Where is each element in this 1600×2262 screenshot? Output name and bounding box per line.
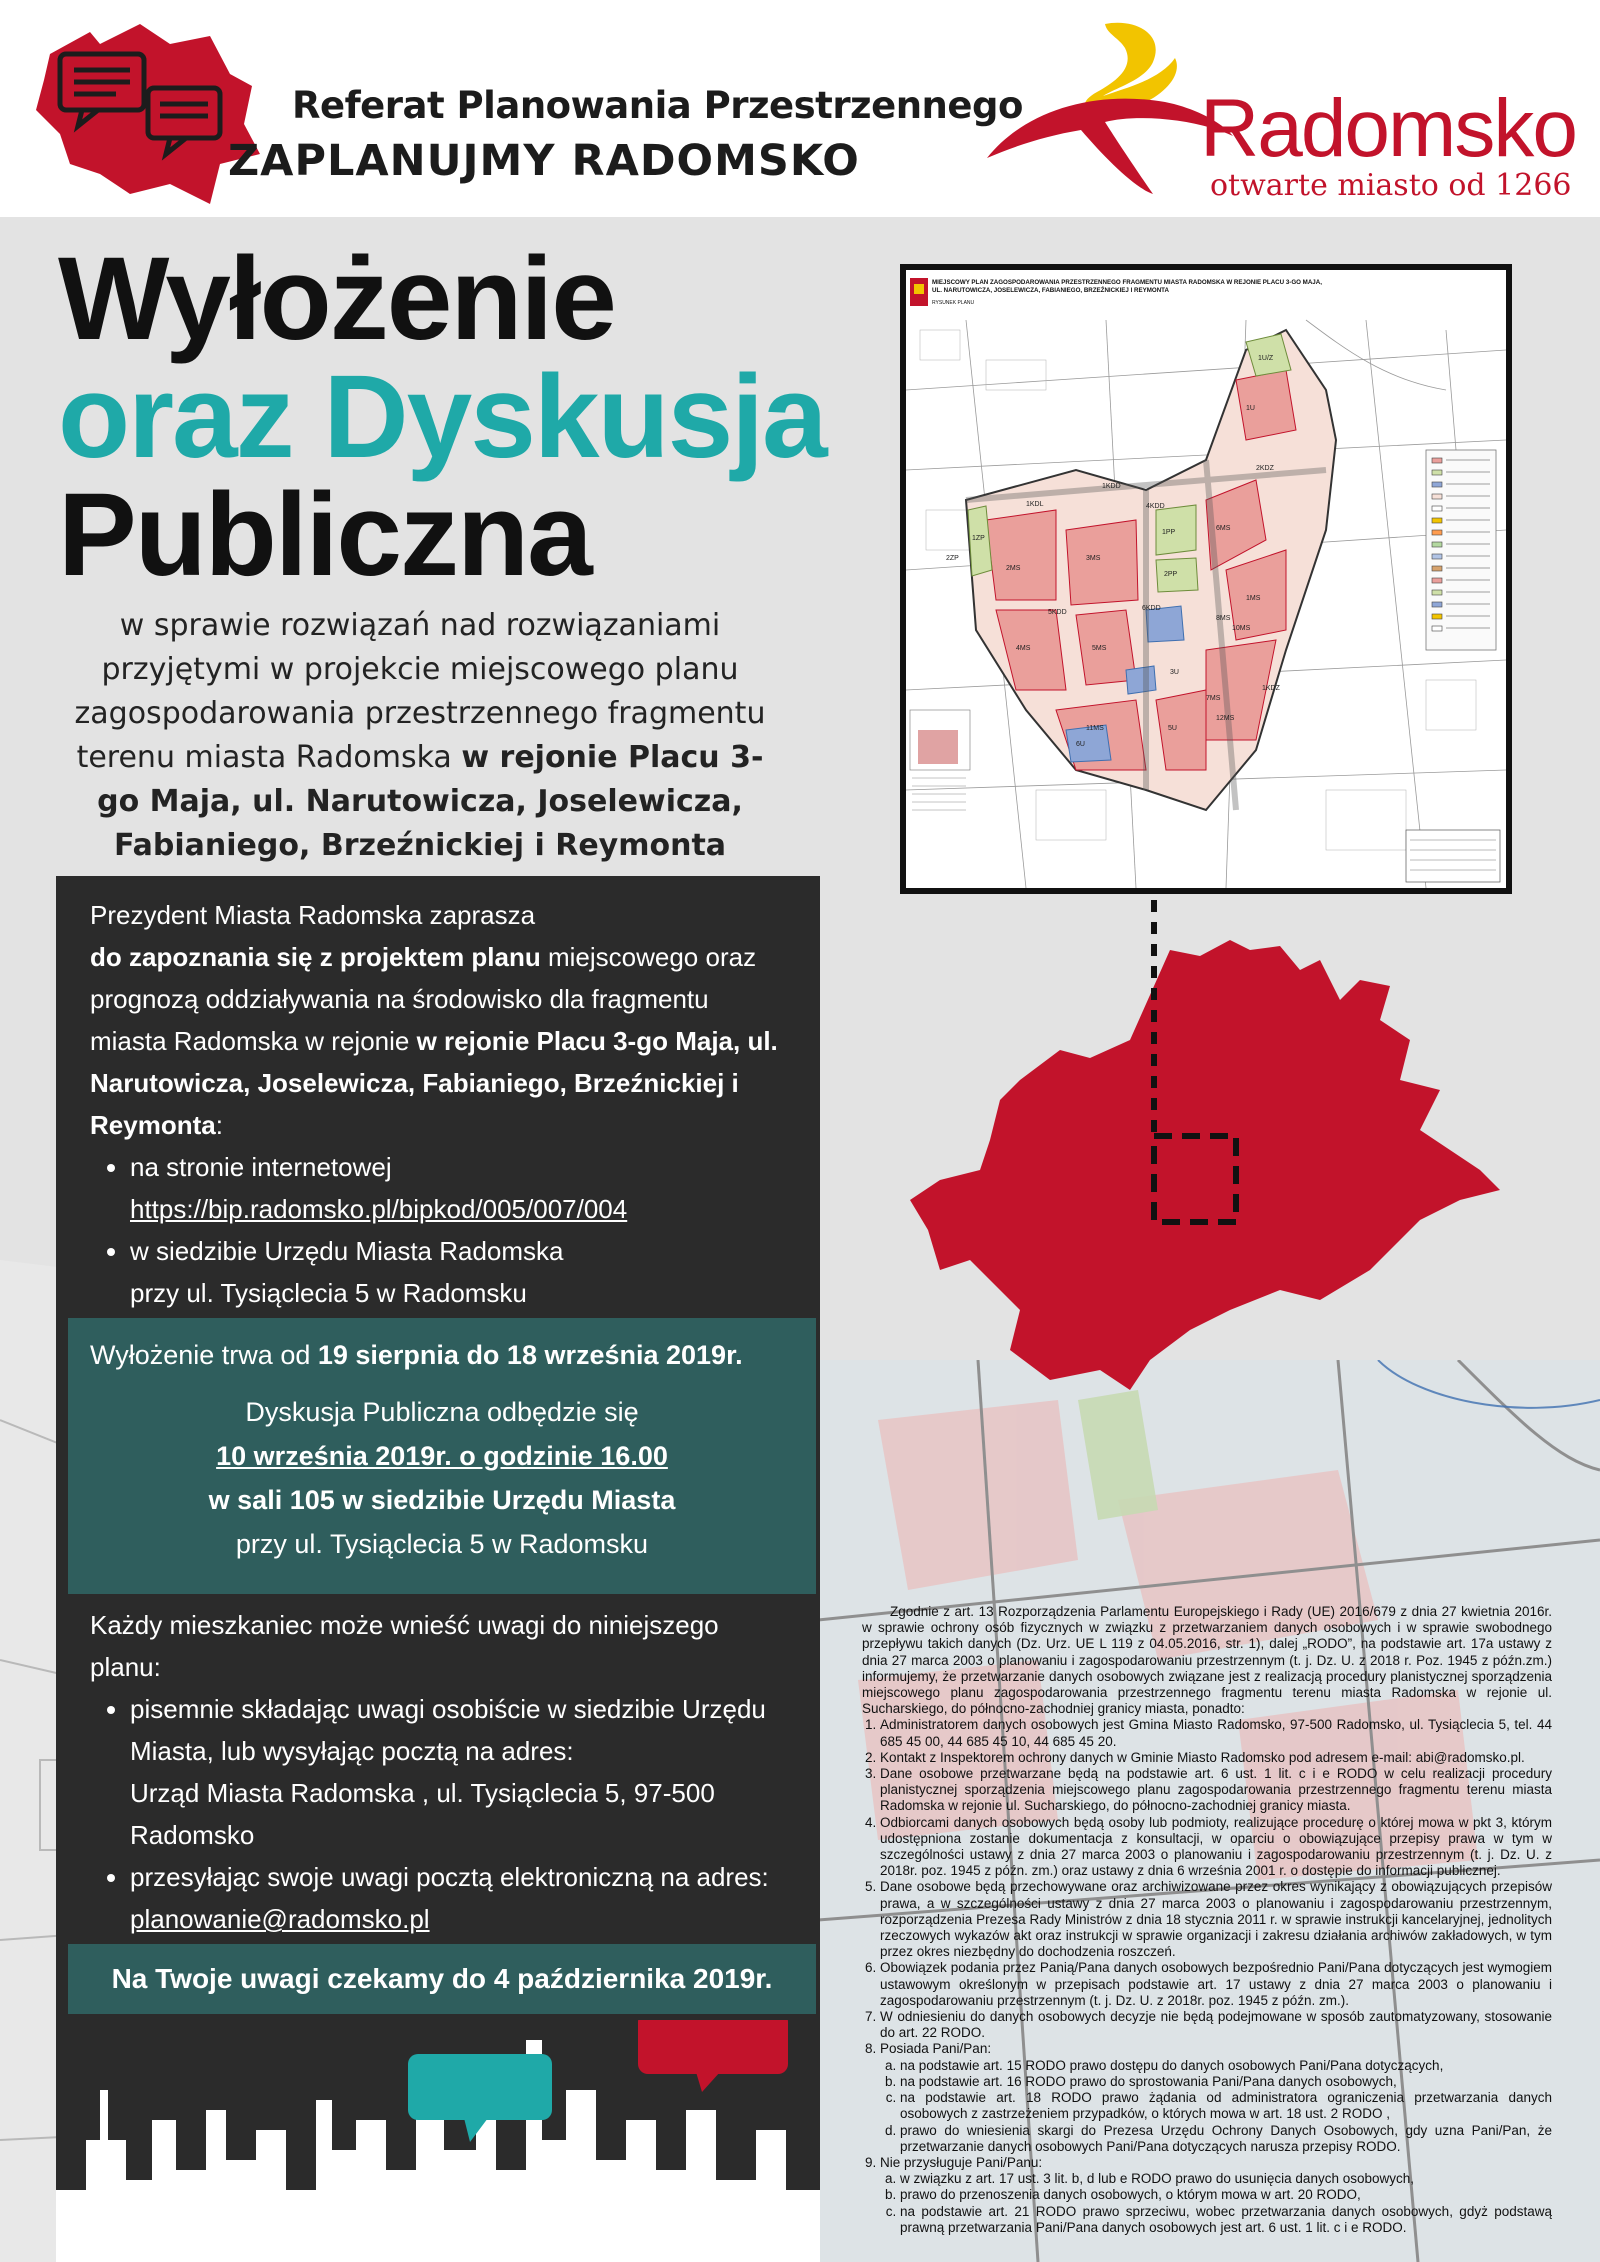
plan-legend [1426,450,1496,650]
comments-intro: Każdy mieszkaniec może wnieść uwagi do niniejszego planu: [90,1610,719,1682]
gdpr-item: 6. Obowiązek podania przez Panią/Pana danych osobowych bezpośrednio Pani/Pana dotyczących jest wymogiem ustawowym określonym w przepisach podstawie art. 17 ustawy z dnia 27 marca 2003 o planowaniu i zagospodarowaniu przestrzennym (t. j. Dz. U. z 2018r. poz. 1945 z późn. zm.). [880,1960,1552,2009]
subtitle-text: w sprawie rozwiązań nad rozwiązaniami przyjętymi w projekcie miejscowego planu zagospodarowania przestrzennego fragmentu terenu miasta Radomska [74,608,766,775]
svg-text:11MS: 11MS [1086,725,1104,732]
svg-text:8MS: 8MS [1216,615,1231,622]
svg-text:6U: 6U [1076,741,1085,748]
email-link[interactable]: planowanie@radomsko.pl [130,1904,430,1934]
gdpr-item: 1. Administratorem danych osobowych jest Gmina Miasto Radomsko, 97-500 Radomsko, ul. Tysiąclecia 5, tel. 44 685 45 00, 44 685 45 10, 44 685 45 20. [880,1717,1552,1749]
svg-text:1KDL: 1KDL [1026,501,1044,508]
gdpr-subitem: b. na podstawie art. 16 RODO prawo do sprostowania Pani/Pana danych osobowych, [900,2074,1552,2090]
schedule-box [68,1318,816,1594]
city-outline-shape [910,940,1500,1390]
svg-text:RYSUNEK PLANU: RYSUNEK PLANU [932,300,975,306]
svg-text:6KDD: 6KDD [1142,605,1161,612]
plan-title-block [1406,830,1500,882]
svg-text:10MS: 10MS [1232,625,1251,632]
svg-text:6MS: 6MS [1216,525,1231,532]
subtitle [70,604,770,868]
svg-text:3U: 3U [1170,669,1179,676]
list-item [130,1146,790,1230]
gdpr-subitem: c. na podstawie art. 18 RODO prawo żądania od administratora ograniczenia przetwarzania danych osobowych z zastrzeżeniem przypadków, o których mowa w art. 18 ust. 2 RODO , [900,2090,1552,2122]
svg-text:1MS: 1MS [1246,595,1261,602]
svg-text:1U/Z: 1U/Z [1258,355,1274,362]
invitation-line-1: Prezydent Miasta Radomska zaprasza [90,900,536,930]
comments-section [90,1604,790,1940]
comments-deadline: Na Twoje uwagi czekamy do 4 października 2019r. [68,1944,816,2014]
discussion-address: przy ul. Tysiąclecia 5 w Radomsku [235,1529,649,1559]
list-item: • przesyłając swoje uwagi pocztą elektroniczną na adres: planowanie@radomsko.pl [130,1856,790,1940]
svg-text:MIEJSCOWY PLAN ZAGOSPODAROWANI: MIEJSCOWY PLAN ZAGOSPODAROWANIA PRZESTRZENNEGO FRAGMENTU MIASTA RADOMSKA W REJONIE PLACU 3-GO MAJA, [932,279,1322,286]
discussion-info: Dyskusja Publiczna odbędzie się 10 września 2019r. o godzinie 16.00 w sali 105 w siedzibie Urzędu Miasta przy ul. Tysiąclecia 5 w Radomsku [68,1390,816,1566]
emblem-icon [910,278,928,306]
svg-text:UL. NARUTOWICZA, JOSELEWICZA,: UL. NARUTOWICZA, JOSELEWICZA, FABIANIEGO, BRZEŹNICKIEJ I REYMONTA [932,287,1169,294]
campaign-slogan: ZAPLANUJMY RADOMSKO [228,136,860,186]
exhibition-period: Wyłożenie trwa od 19 sierpnia do 18 września 2019r. [90,1340,743,1370]
zoning-plan-drawing [906,270,1506,888]
discussion-date: 10 września 2019r. o godzinie 16.00 [216,1441,668,1471]
gdpr-item: 3. Dane osobowe przetwarzane będą na podstawie art. 6 ust. 1 lit. c i e RODO w celu realizacji procedury planistycznej sporządzenia miejscowego planu zagospodarowania przestrzennego fragmentu terenu miasta Radomska w rejonie ul. Sucharskiego, do północno-zachodniej granicy miasta. [880,1766,1552,1815]
invitation-area: w rejonie Placu 3-go Maja, ul. Narutowicza, Joselewicza, Fabianiego, Brzeźnickiej i Reymonta [90,1026,778,1140]
gdpr-subitem: b. prawo do przenoszenia danych osobowych, o którym mowa w art. 20 RODO, [900,2187,1552,2203]
svg-text:1U: 1U [1246,405,1255,412]
svg-text:4KDD: 4KDD [1146,503,1165,510]
svg-text:5MS: 5MS [1092,645,1107,652]
gdpr-item: 8. Posiada Pani/Pan: a. na podstawie art. 15 RODO prawo dostępu do danych osobowych Pani/Pana dotyczących, b. na podstawie art. 16 RODO prawo do sprostowania Pani/Pana danych osobowych, c. na podstawie art. 18 RODO prawo żądania od administratora ograniczenia przetwarzania danych osobowych z zastrzeżeniem przypadków, o których mowa w art. 18 ust. 2 RODO , d. prawo do wniesienia skargi do Prezesa Urzędu Ochrony Danych Osobowych, gdy uzna Pani/Pan, że przetwarzanie danych osobowych Pani/Pana dotyczących narusza przepisy RODO. [880,2041,1552,2154]
svg-text:1KDZ: 1KDZ [1262,685,1280,692]
svg-text:12MS: 12MS [1216,715,1235,722]
svg-text:5U: 5U [1168,725,1177,732]
list-item: • pisemnie składając uwagi osobiście w siedzibie Urzędu Miasta, lub wysyłając pocztą na adres: Urząd Miasta Radomska , ul. Tysiąclecia 5, 97-500 Radomsko [130,1688,790,1856]
discussion-room: w sali 105 w siedzibie Urzędu Miasta [208,1485,676,1515]
bip-link[interactable]: https://bip.radomsko.pl/bipkod/005/007/004 [130,1194,628,1224]
main-title [58,233,826,601]
svg-text:2PP: 2PP [1164,571,1178,578]
svg-text:2MS: 2MS [1006,565,1021,572]
city-logo-name: Radomsko [1200,83,1576,174]
title-line-1: Wyłożenie [58,233,615,365]
plan-map [900,264,1512,894]
list-item-text: na stronie internetowej [130,1152,392,1182]
office-address: Urząd Miasta Radomska , ul. Tysiąclecia 5, 97-500 Radomsko [130,1778,715,1850]
gdpr-subitem: a. na podstawie art. 15 RODO prawo dostępu do danych osobowych Pani/Pana dotyczących, [900,2058,1552,2074]
gdpr-intro: Zgodnie z art. 13 Rozporządzenia Parlamentu Europejskiego i Rady (UE) 2016/679 z dnia 27 kwietnia 2016r. w sprawie ochrony osób fizycznych w związku z przetwarzaniem danych osobowych i w sprawie swobodnego przepływu takich danych (Dz. Urz. UE L 119 z 04.05.2016, str. 1), dalej „RODO”, na podstawie art. 17a ustawy z dnia 27 marca 2003 o planowaniu i zagospodarowaniu przestrzennym (t. j. Dz. U. z 2018 r. Poz. 1945 z późn.zm.) informujemy, że przetwarzanie danych osobowych związane jest z realizacją procedury planistycznej sporządzenia miejscowego planu zagospodarowania przestrzennego fragmentu terenu miasta Radomska w rejonie ul. Sucharskiego, do północno-zachodniej granicy miasta, ponadto: [862,1604,1552,1717]
svg-text:7MS: 7MS [1206,695,1221,702]
subtitle-area: w rejonie Placu 3-go Maja, ul. Narutowicza, Joselewicza, Fabianiego, Brzeźnickiej i Reymonta [97,740,764,863]
svg-text:1ZP: 1ZP [972,535,985,542]
svg-text:1PP: 1PP [1162,529,1176,536]
invitation-bold-intro: do zapoznania się z projektem planu [90,942,541,972]
gdpr-item: 2. Kontakt z Inspektorem ochrony danych w Gminie Miasto Radomsko pod adresem e-mail: abi@radomsko.pl. [880,1750,1552,1766]
invitation-body: do zapoznania się z projektem planu miejscowego oraz prognozą oddziaływania na środowisko dla fragmentu miasta Radomska w rejonie w rejonie Placu 3-go Maja, ul. Narutowicza, Joselewicza, Fabianiego, Brzeźnickiej i Reymonta: [90,942,778,1140]
gdpr-list [862,1717,1552,2236]
gdpr-subitem: c. na podstawie art. 21 RODO prawo sprzeciwu, wobec przetwarzania danych osobowych, gdyż podstawą prawną przetwarzania Pani/Pana danych osobowych jest art. 6 ust. 1 lit. c i e RODO. [900,2204,1552,2236]
header-bar [0,0,1600,217]
invitation-list [90,1146,790,1314]
title-line-3: Publiczna [58,469,591,601]
gdpr-subitem: a. w związku z art. 17 ust. 3 lit. b, d lub e RODO prawo do usunięcia danych osobowych, [900,2171,1552,2187]
gdpr-no-rights-list [880,2171,1552,2236]
gdpr-notice [862,1604,1552,2236]
radomsko-logo-icon [985,18,1235,198]
city-outline-map [900,890,1500,1410]
department-name: Referat Planowania Przestrzennego [292,84,1023,127]
gdpr-item: 5. Dane osobowe będą przechowywane oraz archiwizowane przez okres wynikający z obowiązujących przepisów prawa, a w szczególności ustawy z dnia 27 marca 2003 o planowaniu i zagospodarowaniu przestrzennym, rozporządzenia Prezesa Rady Ministrów z dnia 18 stycznia 2011 r. w sprawie instrukcji kancelaryjnej, jednolitych rzeczowych wykazów akt oraz instrukcji w sprawie organizacji i zakresu działania archiwów zakładowych, w tym przez okres niezbędny do dochodzenia roszczeń. [880,1879,1552,1960]
gdpr-item: 9. Nie przysługuje Pani/Panu: a. w związku z art. 17 ust. 3 lit. b, d lub e RODO prawo do usunięcia danych osobowych, b. prawo do przenoszenia danych osobowych, o którym mowa w art. 20 RODO, c. na podstawie art. 21 RODO prawo sprzeciwu, wobec przetwarzania danych osobowych, gdyż podstawą prawną przetwarzania Pani/Pana danych osobowych jest art. 6 ust. 1 lit. c i e RODO. [880,2155,1552,2236]
comments-list [90,1688,790,1940]
gdpr-item: 4. Odbiorcami danych osobowych będą osoby lub podmioty, realizujące procedurę o której mowa w pkt 3, którym udostępniona zostanie dokumentacja z konsultacji, w oparciu o obowiązujące przepisy prawa w tym w szczególności ustawy z dnia 27 marca 2003 o planowaniu i zagospodarowaniu przestrzennym (t. j. Dz. U. z 2018r. poz. 1945 z późn. zm.) oraz ustawy z dnia 6 września 2001 r. o dostępie do informacji publicznej. [880,1815,1552,1880]
gdpr-subitem: d. prawo do wniesienia skargi do Prezesa Urzędu Ochrony Danych Osobowych, gdy uzna Pani/Pan, że przetwarzanie danych osobowych Pani/Pana dotyczących narusza przepisy RODO. [900,2123,1552,2155]
city-logo-tagline: otwarte miasto od 1266 [1210,168,1572,203]
gdpr-item: 7. W odniesieniu do danych osobowych decyzje nie będą podejmowane w sposób zautomatyzowany, stosowanie do art. 22 RODO. [880,2009,1552,2041]
svg-text:2KDZ: 2KDZ [1256,465,1274,472]
gdpr-rights-list [880,2058,1552,2155]
svg-text:3MS: 3MS [1086,555,1101,562]
svg-text:5KDD: 5KDD [1048,609,1067,616]
city-silhouette-icon [56,2020,820,2262]
invitation-rest: miejscowego oraz prognozą oddziaływania na środowisko dla fragmentu miasta Radomska w rejonie [90,942,757,1056]
invitation-text [90,894,790,1314]
list-item: • w siedzibie Urzędu Miasta Radomska przy ul. Tysiąclecia 5 w Radomsku [130,1230,790,1314]
svg-text:2ZP: 2ZP [946,555,959,562]
title-line-2: oraz Dyskusja [58,351,826,483]
svg-text:4MS: 4MS [1016,645,1031,652]
svg-text:1KDD: 1KDD [1102,483,1121,490]
